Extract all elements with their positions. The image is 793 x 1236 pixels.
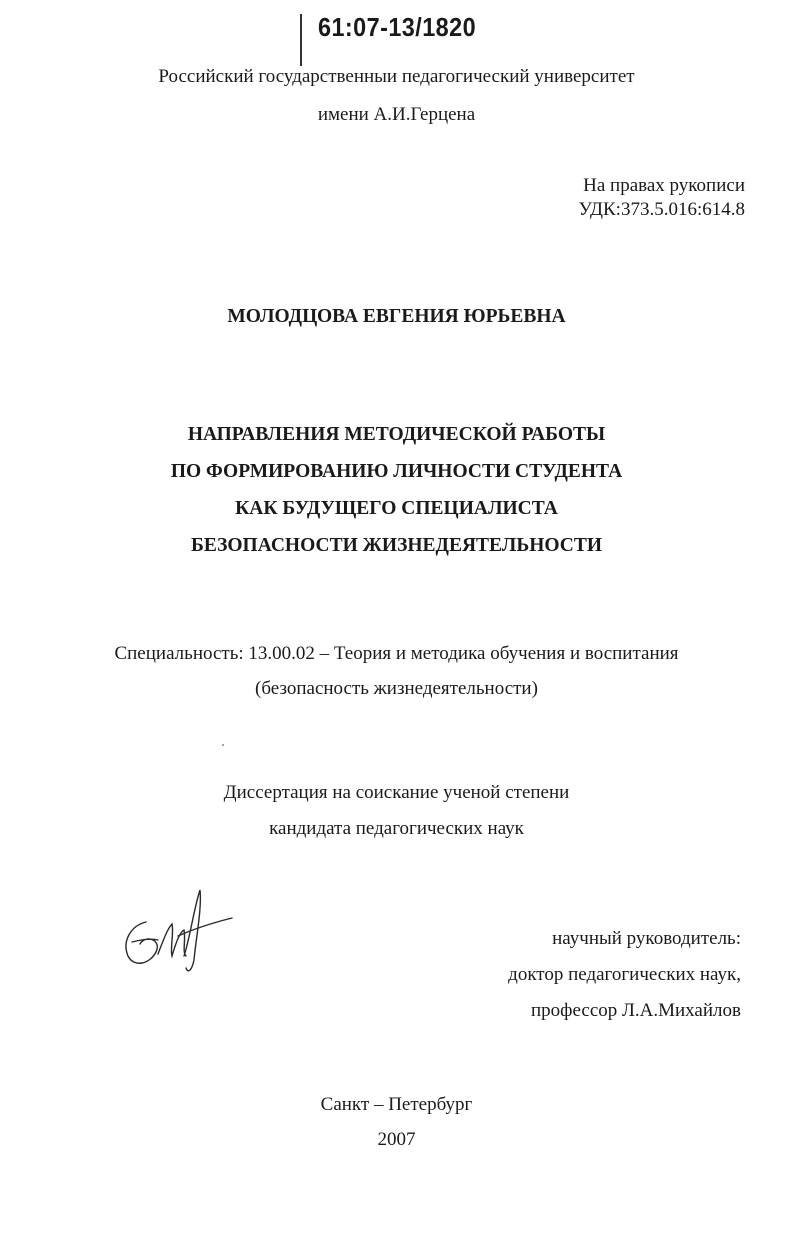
- title-line-3: КАК БУДУЩЕГО СПЕЦИАЛИСТА: [235, 498, 558, 519]
- title-line-4: БЕЗОПАСНОСТИ ЖИЗНЕДЕЯТЕЛЬНОСТИ: [190, 535, 603, 556]
- author-name: МОЛОДЦОВА ЕВГЕНИЯ ЮРЬЕВНА: [227, 306, 566, 327]
- university-named-after: имени А.И.Герцена: [317, 104, 476, 125]
- city: Санкт – Петербург: [320, 1094, 473, 1115]
- stamp-vertical-line: [300, 14, 302, 66]
- specialty-line: Специальность: 13.00.02 – Теория и методика обучения и воспитания: [114, 643, 679, 664]
- handwritten-signature: [116, 882, 236, 982]
- degree-title: кандидата педагогических наук: [269, 818, 524, 839]
- year: 2007: [377, 1129, 416, 1150]
- scan-speck: [222, 744, 224, 746]
- dissertation-statement: Диссертация на соискание ученой степени: [223, 782, 570, 803]
- title-line-2: ПО ФОРМИРОВАНИЮ ЛИЧНОСТИ СТУДЕНТА: [170, 461, 623, 482]
- title-line-1: НАПРАВЛЕНИЯ МЕТОДИЧЕСКОЙ РАБОТЫ: [187, 424, 606, 445]
- supervisor-label: научный руководитель:: [552, 928, 741, 949]
- archive-stamp-code: 61:07-13/1820: [318, 12, 477, 42]
- udk-code: УДК:373.5.016:614.8: [578, 199, 745, 220]
- supervisor-degree: доктор педагогических наук,: [508, 964, 741, 985]
- supervisor-name: профессор Л.А.Михайлов: [531, 1000, 741, 1021]
- university-name: Российский государственныи педагогический университет: [158, 66, 635, 87]
- manuscript-rights: На правах рукописи: [583, 175, 745, 196]
- specialty-subtitle: (безопасность жизнедеятельности): [255, 678, 538, 699]
